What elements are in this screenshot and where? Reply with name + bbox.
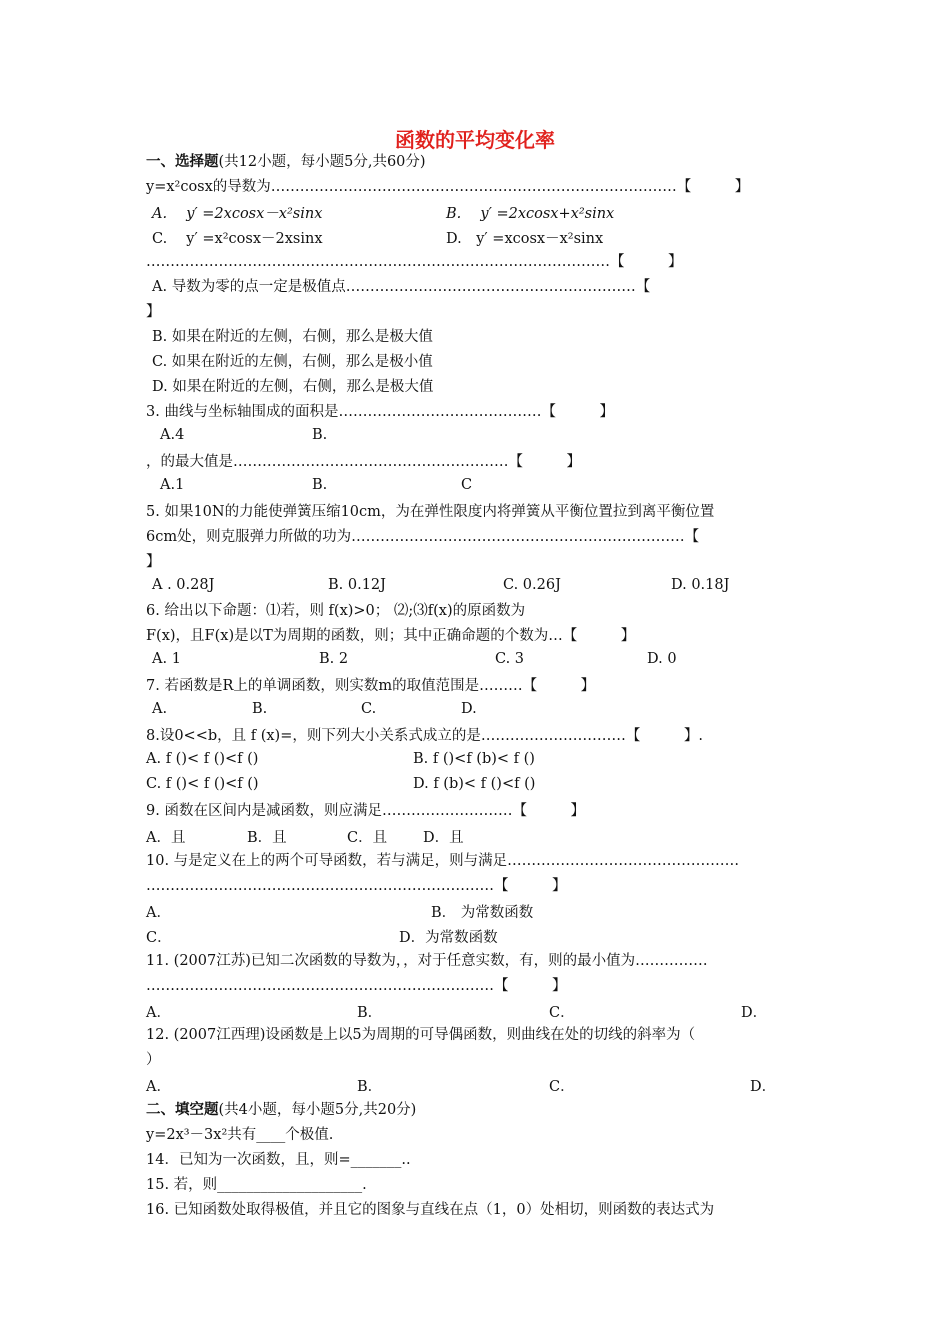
q10-option-a: A．	[146, 905, 171, 921]
q5-option-a: A . 0.28J	[152, 577, 215, 593]
q11-option-d: D．	[741, 1005, 768, 1021]
q6-option-d: D. 0	[647, 651, 677, 667]
section-2-heading: 二、填空题	[146, 1101, 219, 1118]
q5-stem-line2: 6cm处，则克服弹力所做的功为……………………………………………………………【	[146, 529, 700, 545]
q4-stem: ，的最大值是…………………………………………………【 】	[146, 454, 581, 470]
q12-option-a: A．	[146, 1079, 171, 1095]
q8-stem: 8.设0<<b，且 f (x)=，则下列大小关系式成立的是…………………………【 】.	[146, 728, 703, 744]
q12-option-b: B．	[357, 1079, 383, 1095]
q12-option-d: D．	[750, 1079, 777, 1095]
q8-option-b: B. f ()<f (b)< f ()	[413, 751, 535, 767]
q1-option-a: A. y′ =2xcosx－x²sinx	[152, 206, 323, 222]
q16-stem: 16. 已知函数处取得极值，并且它的图象与直线在点（1，0）处相切，则函数的表达式为	[146, 1202, 715, 1218]
q5-stem-line3: 】	[146, 554, 161, 570]
q13-stem: y=2x³－3x²共有____个极值.	[146, 1127, 334, 1143]
q5-option-b: B. 0.12J	[328, 577, 386, 593]
q8-option-d: D. f (b)< f ()<f ()	[413, 776, 536, 792]
q7-option-d: D.	[461, 701, 477, 717]
q5-stem-line1: 5. 如果10N的力能使弹簧压缩10cm，为在弹性限度内将弹簧从平衡位置拉到离平衡位置	[146, 504, 715, 520]
q9-option-d: D．且	[423, 830, 464, 846]
q14-stem: 14．已知为一次函数，且，则=_______..	[146, 1152, 411, 1168]
q11-option-b: B．	[357, 1005, 383, 1021]
q1-option-d: D. y′ =xcosx－x²sinx	[446, 231, 604, 247]
q11-stem-line2: ………………………………………………………………【 】	[146, 978, 567, 994]
q11-stem-line1: 11. (2007江苏)已知二次函数的导数为，，对于任意实数，有，则的最小值为……………	[146, 953, 708, 969]
q10-option-c: C．	[146, 930, 172, 946]
q2-stem: ……………………………………………………………………………………【 】	[146, 254, 683, 270]
q7-stem: 7. 若函数是R上的单调函数，则实数m的取值范围是………【 】	[146, 678, 596, 694]
q1-option-c: C. y′ =x²cosx－2xsinx	[152, 231, 323, 247]
q3-option-b: B.	[312, 427, 328, 443]
q2-option-a-cont: 】	[146, 304, 161, 320]
q10-option-b: B． 为常数函数	[431, 905, 534, 921]
q4-option-b: B.	[312, 477, 328, 493]
section-1-header	[146, 152, 806, 174]
q12-option-c: C．	[549, 1079, 575, 1095]
q9-option-c: C．且	[347, 830, 388, 846]
q9-stem: 9. 函数在区间内是减函数，则应满足………………………【 】	[146, 803, 585, 819]
q15-stem: 15. 若，则____________________.	[146, 1177, 367, 1193]
q7-option-c: C.	[361, 701, 377, 717]
q4-option-c: C	[461, 477, 473, 493]
q6-option-c: C. 3	[495, 651, 525, 667]
q6-stem-line2: F(x)，且F(x)是以T为周期的函数，则；其中正确命题的个数为…【 】	[146, 628, 636, 644]
q2-option-c: C. 如果在附近的左侧，右侧，那么是极小值	[152, 354, 433, 370]
q5-option-c: C. 0.26J	[503, 577, 561, 593]
section-2-header	[146, 1100, 806, 1122]
q8-option-a: A. f ()< f ()<f ()	[146, 751, 259, 767]
q10-stem-line1: 10. 与是定义在上的两个可导函数，若与满足，则与满足…………………………………………	[146, 853, 740, 869]
section-1-heading: 一、选择题	[146, 153, 219, 170]
section-2-note: (共4小题，每小题5分,共20分)	[218, 1102, 417, 1118]
q6-stem-line1: 6. 给出以下命题：⑴若，则 f(x)>0； ⑵;⑶f(x)的原函数为	[146, 603, 526, 619]
q7-option-b: B.	[252, 701, 268, 717]
q12-stem-line1: 12. (2007江西理)设函数是上以5为周期的可导偶函数，则曲线在处的切线的斜率为（	[146, 1027, 696, 1043]
q2-option-d: D. 如果在附近的左侧，右侧，那么是极大值	[152, 379, 434, 395]
q9-option-b: B．且	[247, 830, 287, 846]
q3-option-a: A.4	[160, 427, 185, 443]
q5-option-d: D. 0.18J	[671, 577, 730, 593]
q3-stem: 3. 曲线与坐标轴围成的面积是……………………………………【 】	[146, 404, 614, 420]
q11-option-a: A．	[146, 1005, 171, 1021]
page-title: 函数的平均变化率	[395, 128, 555, 152]
q6-option-a: A. 1	[152, 651, 181, 667]
q8-option-c: C. f ()< f ()<f ()	[146, 776, 259, 792]
q10-stem-line2: ………………………………………………………………【 】	[146, 878, 567, 894]
q9-option-a: A．且	[146, 830, 186, 846]
q2-option-b: B. 如果在附近的左侧，右侧，那么是极大值	[152, 329, 433, 345]
section-1-note: (共12小题，每小题5分,共60分)	[218, 154, 426, 170]
q4-option-a: A.1	[160, 477, 185, 493]
q12-stem-line2: ）	[146, 1052, 161, 1068]
q10-option-d: D．为常数函数	[399, 930, 498, 946]
q11-option-c: C．	[549, 1005, 575, 1021]
q2-option-a: A. 导数为零的点一定是极值点……………………………………………………【	[152, 279, 651, 295]
q6-option-b: B. 2	[319, 651, 349, 667]
q7-option-a: A.	[152, 701, 168, 717]
q1-option-b: B. y′ =2xcosx+x²sinx	[446, 206, 615, 222]
q1-stem: y=x²cosx的导数为…………………………………………………………………………【 】	[146, 179, 750, 195]
